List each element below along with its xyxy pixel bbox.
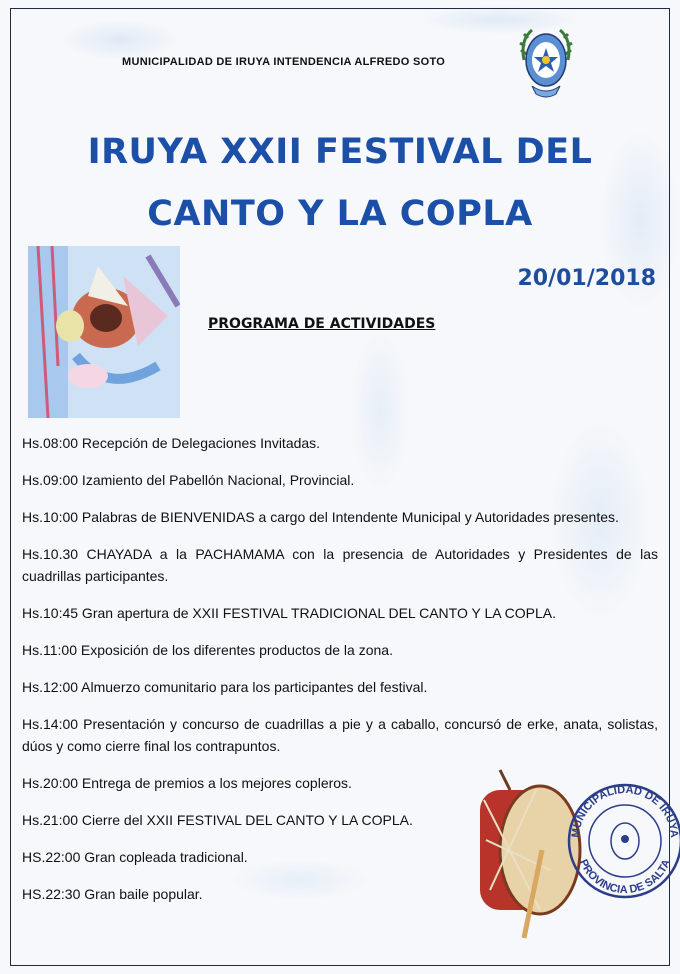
- schedule-item: Hs.20:00 Entrega de premios a los mejores copleros.: [22, 775, 352, 791]
- stamp-top-text: MUNICIPALIDAD DE IRUYA: [569, 783, 680, 839]
- schedule-item: Hs.10:00 Palabras de BIENVENIDAS a cargo del Intendente Municipal y Autoridades presentes.: [22, 509, 619, 525]
- schedule-item: Hs.10.30 CHAYADA a la PACHAMAMA con la presencia de Autoridades y Presidentes de las cuadrillas participantes.: [22, 546, 658, 584]
- festival-date: 20/01/2018: [517, 266, 656, 291]
- svg-text:MUNICIPALIDAD DE IRUYA: [570, 784, 680, 838]
- schedule-item: Hs.08:00 Recepción de Delegaciones Invitadas.: [22, 435, 321, 451]
- schedule-item: Hs.11:00 Exposición de los diferentes productos de la zona.: [22, 642, 393, 658]
- header-organization: MUNICIPALIDAD DE IRUYA INTENDENCIA ALFREDO SOTO: [122, 56, 446, 68]
- schedule-item: Hs.21:00 Cierre del XXII FESTIVAL DEL CANTO Y LA COPLA.: [22, 812, 413, 828]
- program-heading: PROGRAMA DE ACTIVIDADES: [208, 316, 436, 332]
- schedule-item: Hs.14:00 Presentación y concurso de cuadrillas a pie y a caballo, concursó de erke, anata, solistas, dúos y como cierre final los contrapuntos.: [22, 716, 658, 754]
- provincial-shield-icon: [516, 20, 576, 102]
- festival-title-line1: IRUYA XXII FESTIVAL DEL: [87, 132, 593, 172]
- festival-photo: [28, 246, 180, 418]
- schedule-item: Hs.10:45 Gran apertura de XXII FESTIVAL TRADICIONAL DEL CANTO Y LA COPLA.: [22, 605, 557, 621]
- schedule-item: HS.22:30 Gran baile popular.: [22, 886, 203, 902]
- stamp-bottom-text: PROVINCIA DE SALTA: [576, 857, 674, 897]
- schedule-item: Hs.09:00 Izamiento del Pabellón Nacional, Provincial.: [22, 472, 355, 488]
- schedule-item: Hs.12:00 Almuerzo comunitario para los participantes del festival.: [22, 679, 428, 695]
- municipal-stamp: [565, 775, 680, 903]
- schedule-item: HS.22:00 Gran copleada tradicional.: [22, 849, 248, 865]
- festival-title-line2: CANTO Y LA COPLA: [147, 194, 533, 234]
